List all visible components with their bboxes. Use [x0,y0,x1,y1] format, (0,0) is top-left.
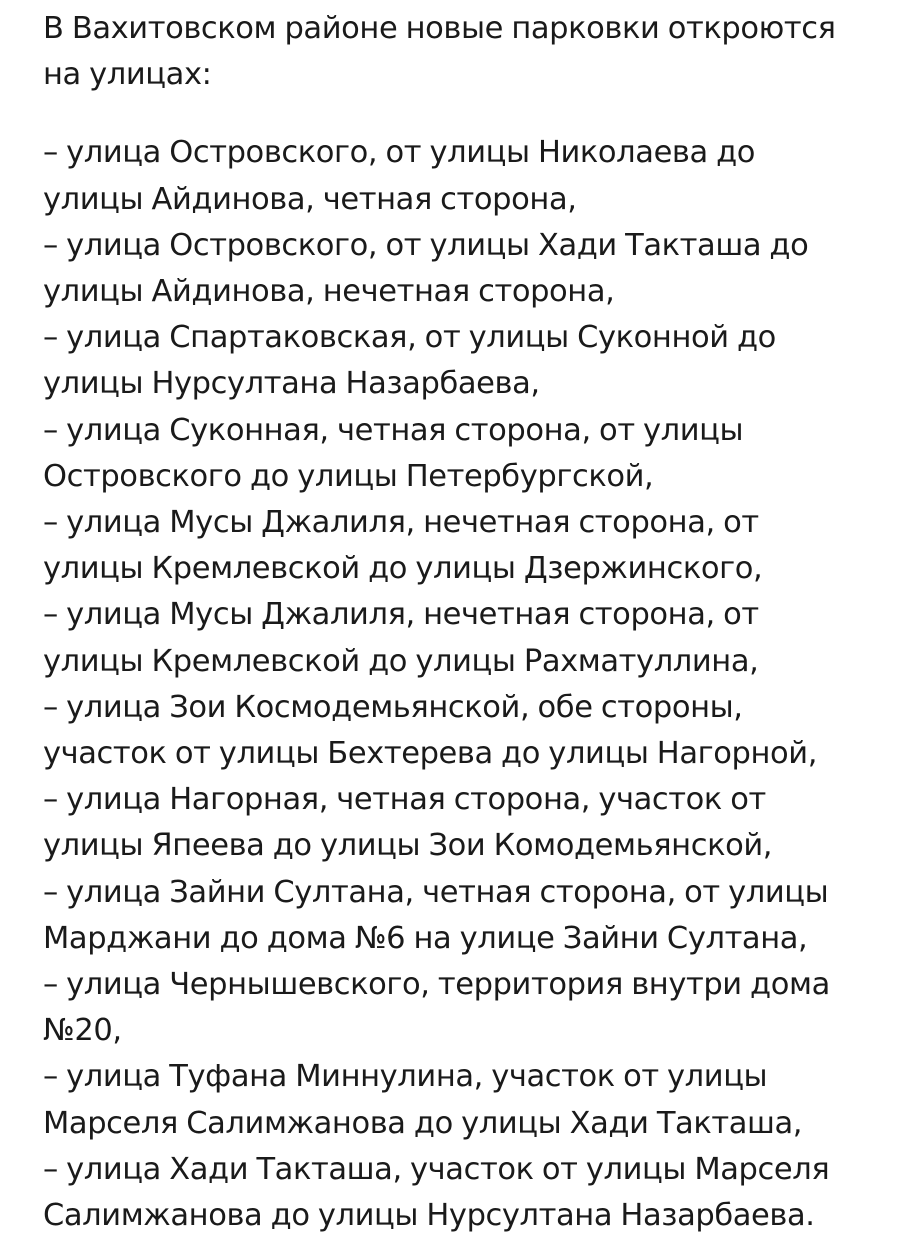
street-item [43,962,903,1054]
street-item-line: улицы Айдинова, нечетная сторона, [43,274,615,310]
street-item [43,500,903,592]
street-item [43,592,903,684]
intro-paragraph [43,6,903,98]
street-item-line: – улица Хади Такташа, участок от улицы Марселя [43,1151,830,1187]
intro-line: на улицах: [43,57,212,93]
document-body [43,6,903,1239]
street-item-line: – улица Чернышевского, территория внутри дома [43,967,830,1003]
street-item-line: – улица Суконная, четная сторона, от улицы [43,412,744,448]
street-item-line: улицы Кремлевской до улицы Рахматуллина, [43,643,759,679]
street-item-line: Салимжанова до улицы Нурсултана Назарбаева. [43,1198,815,1234]
street-item [43,223,903,315]
street-item-line: – улица Зои Космодемьянской, обе стороны, [43,689,743,725]
street-item-line: – улица Островского, от улицы Николаева до [43,135,756,171]
street-item-line: – улица Туфана Миннулина, участок от улицы [43,1059,768,1095]
street-item-line: – улица Островского, от улицы Хади Такташа до [43,227,809,263]
street-item-line: участок от улицы Бехтерева до улицы Нагорной, [43,736,817,772]
street-item-line: – улица Зайни Султана, четная сторона, от улицы [43,874,829,910]
street-item-line: улицы Кремлевской до улицы Дзержинского, [43,551,763,587]
street-item-line: Марджани до дома №6 на улице Зайни Султана, [43,920,808,956]
street-item [43,777,903,869]
street-item-line: – улица Нагорная, четная сторона, участок от [43,782,766,818]
street-item [43,685,903,777]
street-item [43,870,903,962]
street-item [43,1147,903,1239]
street-item-line: улицы Япеева до улицы Зои Комодемьянской, [43,828,773,864]
intro-line: В Вахитовском районе новые парковки откроются [43,11,836,46]
street-item [43,408,903,500]
street-list [43,130,903,1239]
street-item [43,1054,903,1146]
street-item-line: – улица Мусы Джалиля, нечетная сторона, от [43,597,759,633]
street-item-line: улицы Нурсултана Назарбаева, [43,366,540,402]
street-item-line: Островского до улицы Петербургской, [43,458,654,494]
street-item-line: улицы Айдинова, четная сторона, [43,181,577,217]
street-item-line: №20, [43,1013,122,1049]
street-item [43,130,903,222]
street-item-line: – улица Спартаковская, от улицы Суконной до [43,320,776,356]
street-item [43,315,903,407]
street-item-line: – улица Мусы Джалиля, нечетная сторона, от [43,505,759,541]
street-item-line: Марселя Салимжанова до улицы Хади Такташа, [43,1105,803,1141]
